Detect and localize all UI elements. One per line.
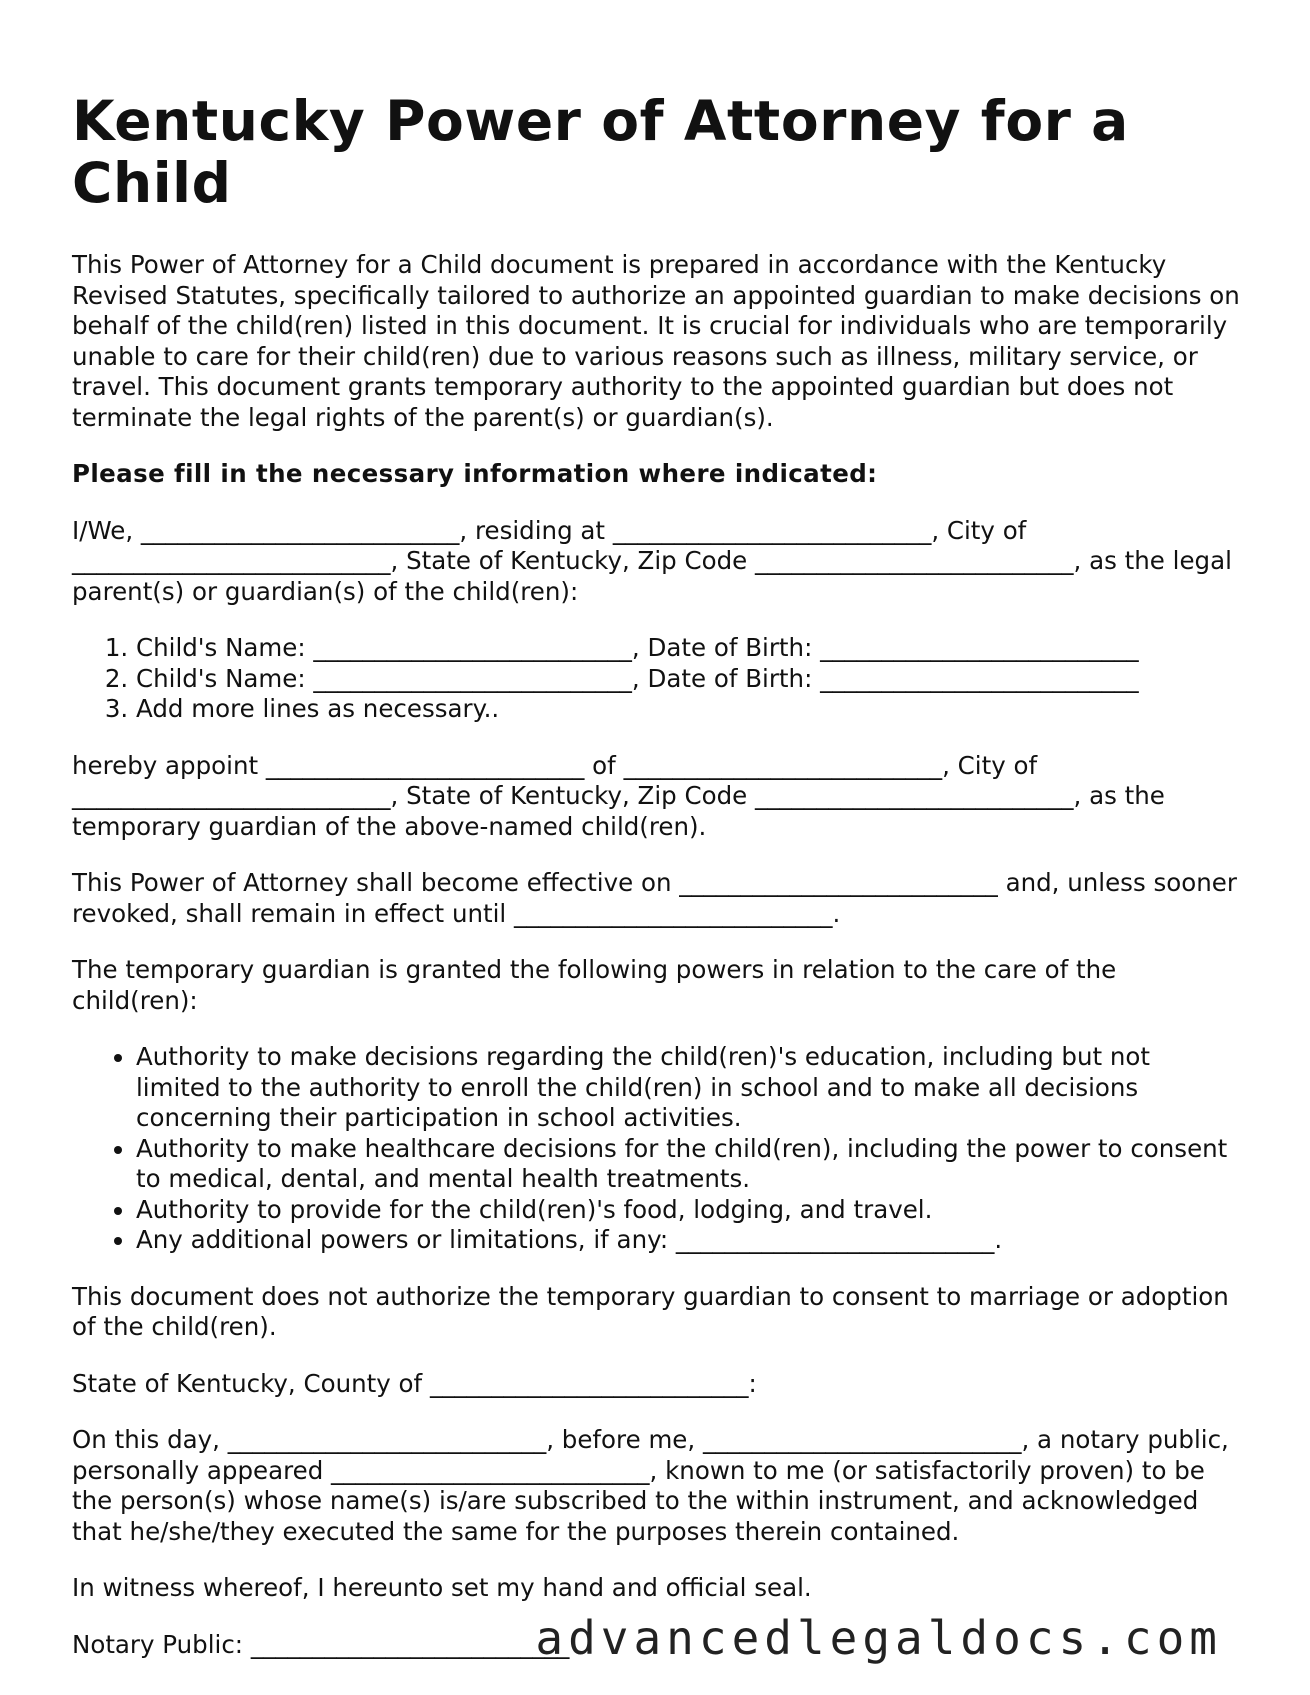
child-name-label: Child's Name: xyxy=(136,633,314,662)
parent-clause-text-1: I/We, xyxy=(72,515,141,545)
county-blank[interactable]: __________________________ xyxy=(429,1368,749,1398)
parent-zip-blank[interactable]: __________________________ xyxy=(755,546,1074,575)
guardian-city-blank[interactable]: __________________________ xyxy=(72,781,391,810)
guardian-name-blank[interactable]: __________________________ xyxy=(265,750,585,780)
notary-clause-text-3: , a notary public, personally appeared xyxy=(72,1425,1229,1485)
power-item-food-lodging: • Authority to provide for the child(ren)'s food, lodging, and travel. xyxy=(136,1195,1242,1226)
notary-signature-blank[interactable]: __________________________ xyxy=(250,1629,570,1659)
county-label: State of Kentucky, County of xyxy=(72,1368,430,1398)
powers-intro: The temporary guardian is granted the following powers in relation to the care of the child(ren): xyxy=(72,955,1117,1015)
notary-date-blank[interactable]: __________________________ xyxy=(227,1425,547,1454)
additional-powers-label: Any additional powers or limitations, if any: xyxy=(136,1225,676,1254)
limitation-paragraph: This document does not authorize the temporary guardian to consent to marriage or adoption of the child(ren). xyxy=(72,1281,1229,1341)
notary-clause-text-2: , before me, xyxy=(546,1425,703,1454)
parent-city-blank[interactable]: __________________________ xyxy=(72,546,391,575)
child-item-1 xyxy=(136,633,1242,664)
document-page xyxy=(72,90,1242,1686)
child-1-name-blank[interactable]: __________________________ xyxy=(313,633,632,662)
county-clause xyxy=(72,1369,1242,1400)
parent-clause-text-4: , State of Kentucky, Zip Code xyxy=(390,546,755,575)
document-title: Kentucky Power of Attorney for a Child xyxy=(72,89,1129,215)
child-2-name-blank[interactable]: __________________________ xyxy=(313,663,632,693)
appoint-clause xyxy=(72,751,1242,843)
notary-clause xyxy=(72,1425,1242,1547)
witness-paragraph: In witness whereof, I hereunto set my hand and official seal. xyxy=(72,1573,812,1602)
end-date-blank[interactable]: __________________________ xyxy=(514,898,833,928)
power-item-additional xyxy=(136,1225,1242,1256)
parent-clause-text-3: , City of xyxy=(931,515,1027,545)
children-list xyxy=(72,633,1242,725)
additional-powers-blank[interactable]: __________________________ xyxy=(675,1225,995,1254)
powers-list xyxy=(72,1042,1242,1256)
appoint-clause-text-2: of xyxy=(584,750,624,780)
power-item-education: • Authority to make decisions regarding the child(ren)'s education, including but not limited to the authority to enroll the child(ren) in school and to make all decisions concerning their participation in school activities. xyxy=(136,1042,1242,1134)
notary-clause-text-4: , known to me (or satisfactorily proven) to be the person(s) whose name(s) is/are subscribed to the within instrument, and acknowledged that he/she/they executed the same for the purposes therein contained. xyxy=(72,1455,1205,1546)
effective-clause-text-2: and, unless sooner revoked, shall remain in effect until xyxy=(72,868,1237,928)
appoint-clause-text-3: , City of xyxy=(942,750,1038,780)
notary-clause-text-1: On this day, xyxy=(72,1425,228,1454)
effective-clause xyxy=(72,868,1242,929)
additional-powers-end: . xyxy=(994,1225,1003,1254)
parent-clause xyxy=(72,516,1242,608)
child-dob-label: , Date of Birth: xyxy=(631,663,821,693)
notary-name-blank[interactable]: __________________________ xyxy=(702,1425,1022,1454)
child-item-more: 3. Add more lines as necessary.. xyxy=(136,694,1242,725)
parent-address-blank[interactable]: __________________________ xyxy=(612,515,932,545)
child-dob-label: , Date of Birth: xyxy=(631,633,821,662)
guardian-zip-blank[interactable]: __________________________ xyxy=(755,781,1074,810)
effective-clause-text-1: This Power of Attorney shall become effective on xyxy=(72,868,680,897)
child-item-2 xyxy=(136,664,1242,695)
parent-clause-text-5: , as the legal parent(s) or guardian(s) of the child(ren): xyxy=(72,546,1232,606)
effective-date-blank[interactable]: __________________________ xyxy=(679,868,998,897)
child-1-dob-blank[interactable]: __________________________ xyxy=(820,633,1139,662)
notary-signature-label: Notary Public: xyxy=(72,1629,251,1659)
county-end: : xyxy=(748,1368,757,1398)
appoint-clause-text-4: , State of Kentucky, Zip Code xyxy=(390,781,755,810)
appoint-clause-text-1: hereby appoint xyxy=(72,750,266,780)
instruction-heading: Please fill in the necessary information where indicated: xyxy=(72,459,878,488)
parent-name-blank[interactable]: __________________________ xyxy=(140,515,460,545)
appoint-clause-text-5: , as the temporary guardian of the above-named child(ren). xyxy=(72,781,1165,841)
child-2-dob-blank[interactable]: __________________________ xyxy=(820,663,1139,693)
power-item-healthcare: • Authority to make healthcare decisions for the child(ren), including the power to consent to medical, dental, and mental health treatments. xyxy=(136,1134,1242,1195)
watermark: advancedlegaldocs.com xyxy=(535,1611,1222,1665)
child-name-label: Child's Name: xyxy=(136,663,314,693)
appeared-person-blank[interactable]: __________________________ xyxy=(331,1455,650,1485)
parent-clause-text-2: , residing at xyxy=(459,515,613,545)
intro-paragraph: This Power of Attorney for a Child document is prepared in accordance with the Kentucky Revised Statutes, specifically tailored to authorize an appointed guardian to make decisions on behalf of the child(ren) listed in this document. It is crucial for individuals who are temporarily unable to care for their child(ren) due to various reasons such as illness, military service, or travel. This document grants temporary authority to the appointed guardian but does not terminate the legal rights of the parent(s) or guardian(s). xyxy=(72,250,1240,432)
effective-clause-text-3: . xyxy=(832,898,841,928)
guardian-address-blank[interactable]: __________________________ xyxy=(623,750,943,780)
